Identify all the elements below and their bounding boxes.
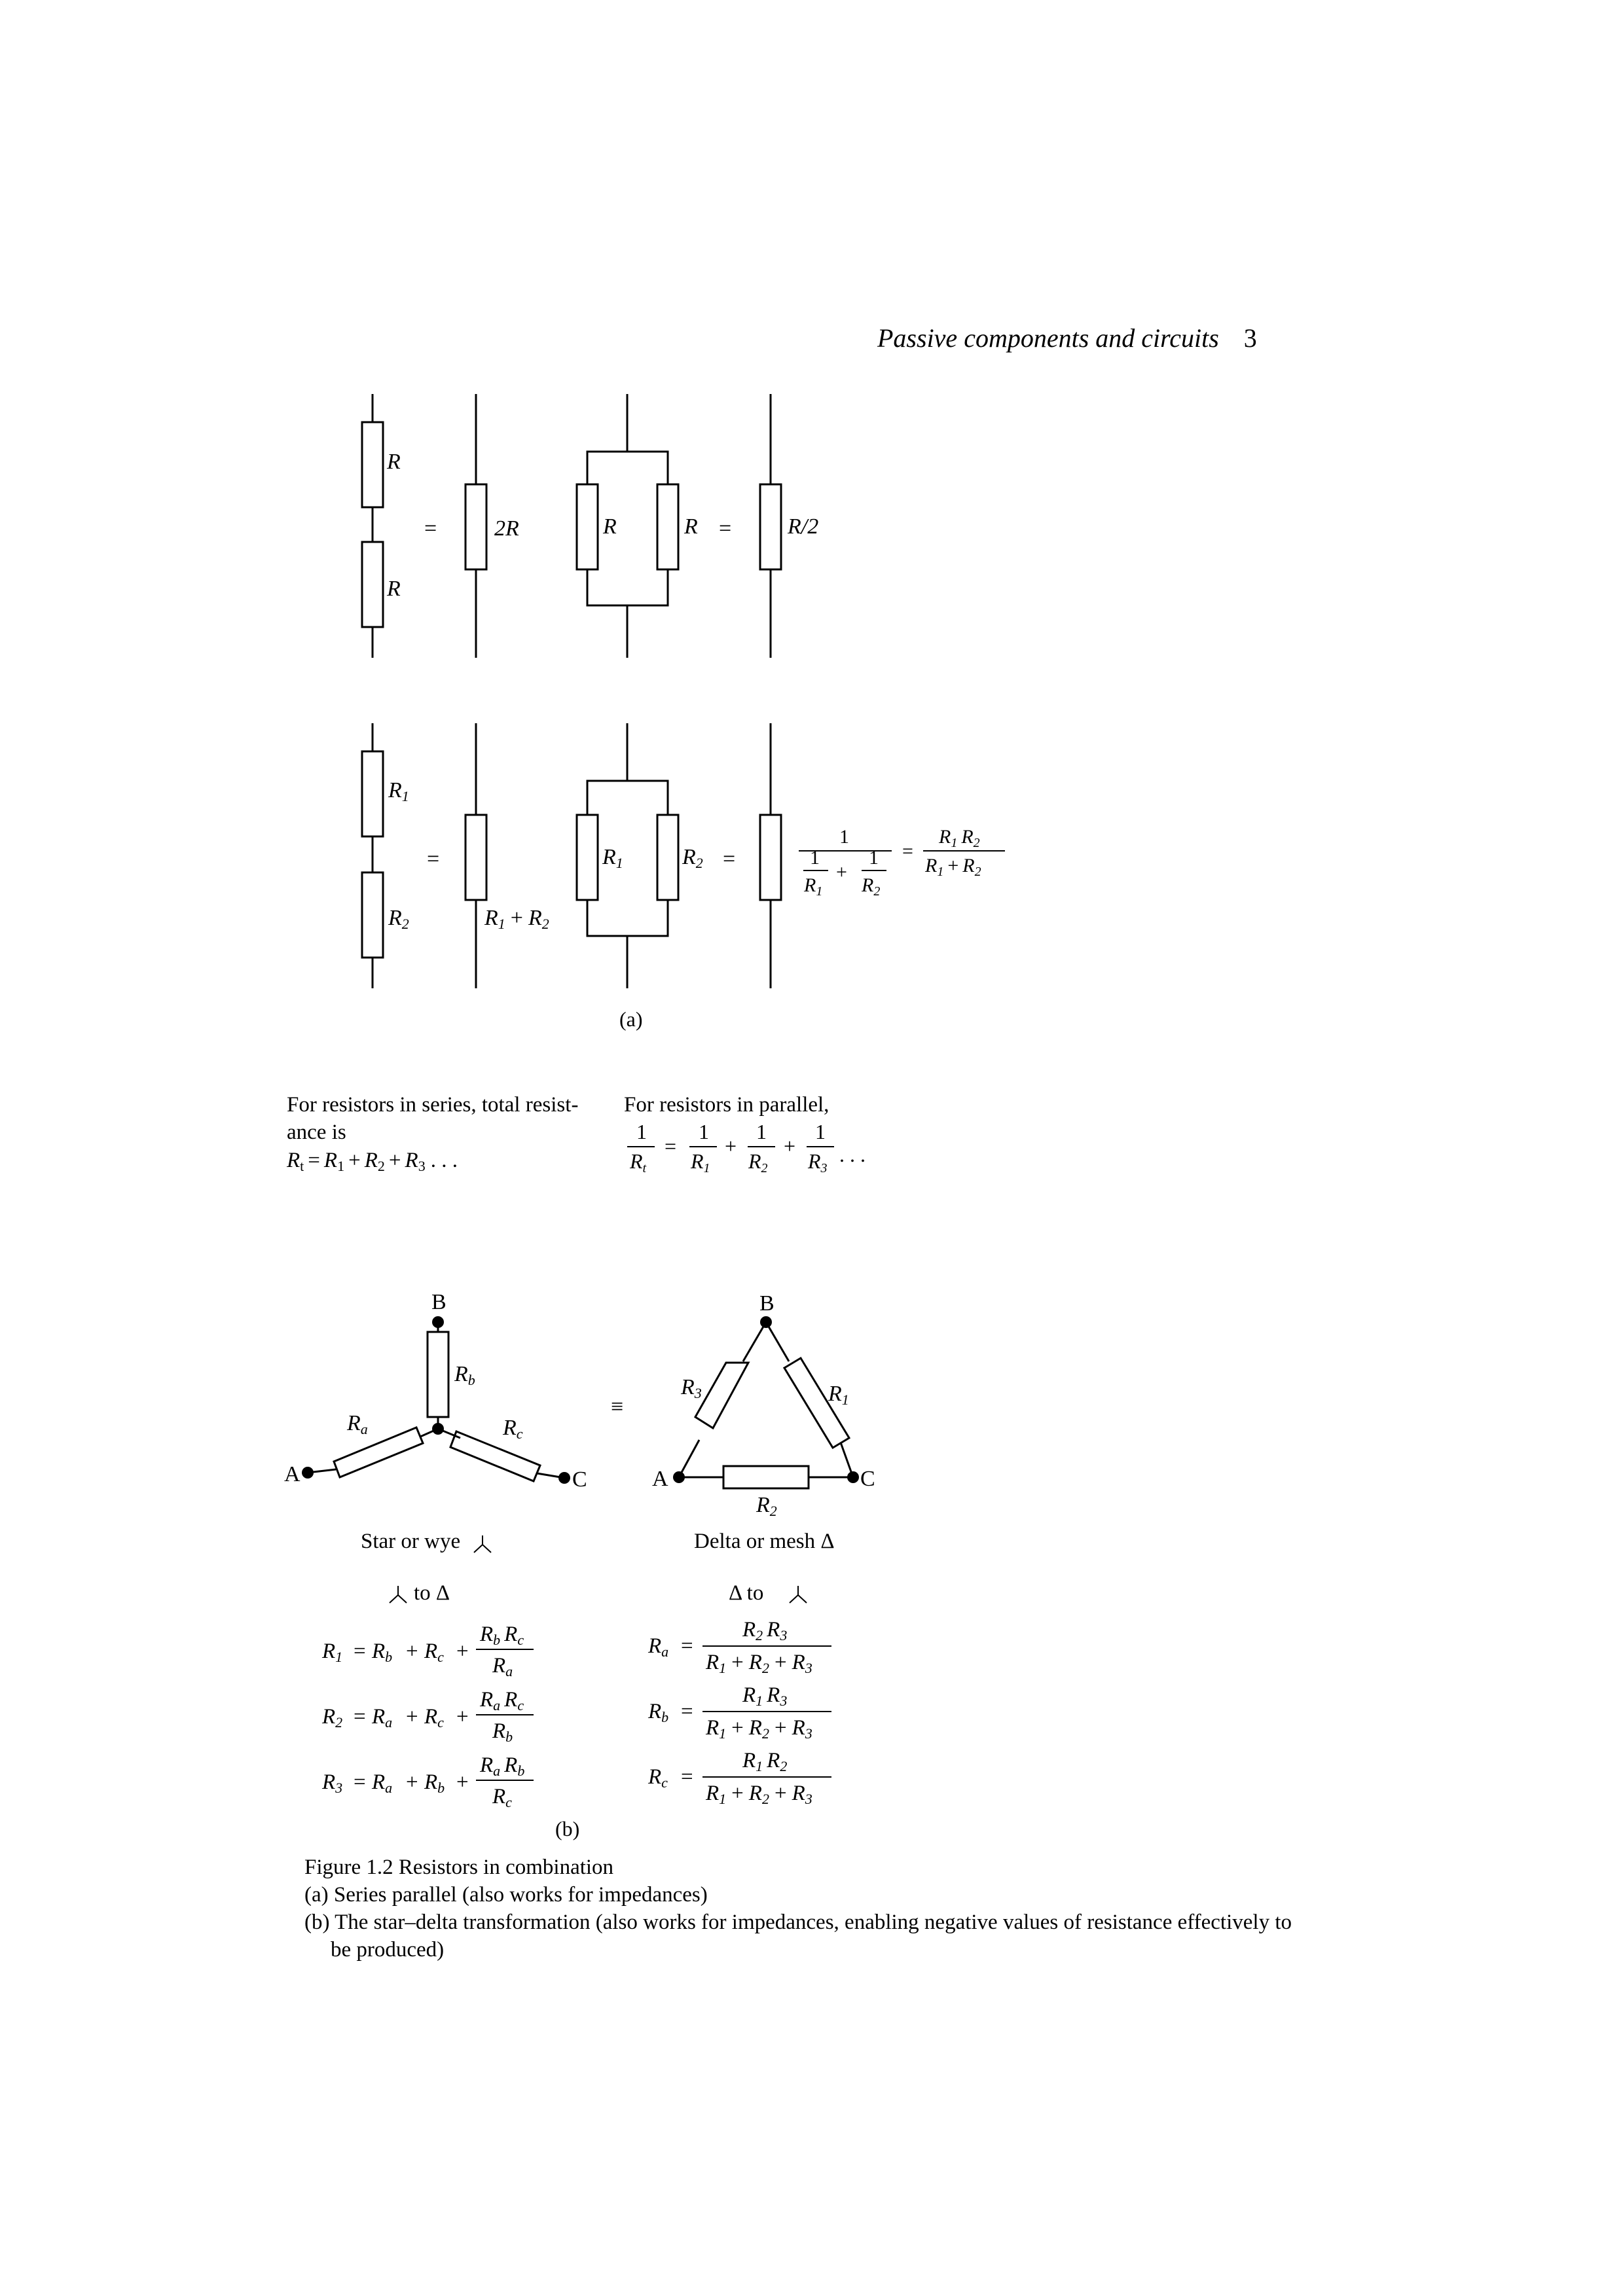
svg-text:R1: R1 xyxy=(322,1640,343,1665)
row1-labels xyxy=(386,450,818,601)
label-Rb: Rb xyxy=(454,1362,475,1388)
label-2R: 2R xyxy=(494,516,519,541)
svg-text:Rb: Rb xyxy=(372,1640,393,1665)
equivalence-symbol: ≡ xyxy=(611,1395,624,1419)
label-R3: R3 xyxy=(681,1375,702,1401)
svg-text:R1R2: R1 R2 xyxy=(742,1749,788,1774)
formula-Rc xyxy=(647,1749,831,1807)
svg-text:RaRb: Ra Rb xyxy=(480,1753,525,1779)
delta-to-star-formulas xyxy=(647,1618,831,1807)
svg-text:R1R3: R1 R3 xyxy=(742,1683,788,1709)
series-formula: Rt = R1 + R2 + R3 . . . xyxy=(287,1149,458,1174)
part-b-label: (b) xyxy=(555,1817,580,1840)
star-to-delta-formulas xyxy=(321,1623,534,1810)
label-R: R xyxy=(387,450,401,474)
frac-den-R1: R1 xyxy=(691,1149,710,1175)
label-R1: R1 xyxy=(828,1382,849,1408)
formula-R3 xyxy=(321,1753,534,1810)
svg-text:Rb: Rb xyxy=(648,1700,669,1725)
svg-text:R3: R3 xyxy=(322,1770,343,1796)
num-1: 1 xyxy=(810,847,820,869)
svg-text:Rc: Rc xyxy=(648,1765,668,1791)
svg-text:=: = xyxy=(681,1634,693,1658)
caption-a: (a) Series parallel (also works for impedances) xyxy=(304,1883,708,1907)
svg-text:Ra: Ra xyxy=(372,1770,393,1796)
svg-text:=: = xyxy=(354,1640,366,1663)
formula-Ra xyxy=(647,1618,831,1676)
equals: = xyxy=(719,516,732,541)
figure-caption xyxy=(304,1854,1292,1964)
delta-network xyxy=(652,1291,875,1519)
equals: = xyxy=(424,516,437,541)
svg-text:R1+R2+R3: R1 + R2 + R3 xyxy=(706,1651,812,1676)
svg-text:Ra: Ra xyxy=(648,1634,669,1660)
svg-text:R1+R2+R3: R1 + R2 + R3 xyxy=(706,1716,812,1742)
label-Ra: Ra xyxy=(347,1411,368,1437)
label-R2: R2 xyxy=(388,906,409,932)
label-Rc: Rc xyxy=(503,1416,523,1442)
dots: . . . xyxy=(839,1143,866,1166)
svg-text:Rb: Rb xyxy=(424,1770,445,1796)
delta-caption: Delta or mesh Δ xyxy=(694,1530,835,1553)
label-R2: R2 xyxy=(682,845,703,871)
num-R1R2: $R_1$ $R_2$ xyxy=(939,826,980,850)
label-R-half: R/2 xyxy=(788,514,819,539)
caption-b-line1: (b) The star–delta transformation (also works for impedances, enabling negative values of resistance effectively to xyxy=(304,1910,1292,1934)
series-line1: For resistors in series, total resist- xyxy=(287,1093,579,1117)
wye-icon xyxy=(390,1586,407,1603)
label-R1-plus-R2: R1 + R2 xyxy=(484,906,549,932)
formula-R1 xyxy=(321,1623,534,1679)
delta-to-star-heading: Δ to xyxy=(729,1581,764,1605)
series-text xyxy=(286,1093,578,1174)
svg-text:+: + xyxy=(456,1770,469,1794)
svg-text:=: = xyxy=(354,1770,366,1794)
svg-text:+: + xyxy=(456,1705,469,1729)
node-A: A xyxy=(284,1462,301,1486)
svg-text:R1+R2+R3: R1 + R2 + R3 xyxy=(706,1782,812,1807)
label-R1: R1 xyxy=(602,845,623,871)
label-R1: R1 xyxy=(388,778,409,804)
label-R2: R2 xyxy=(756,1493,777,1519)
svg-text:Rc: Rc xyxy=(424,1640,444,1665)
parallel-text xyxy=(624,1093,866,1175)
plus: + xyxy=(784,1134,796,1158)
parallel-line1: For resistors in parallel, xyxy=(624,1093,830,1117)
caption-title: Figure 1.2 Resistors in combination xyxy=(304,1856,614,1879)
page-number: 3 xyxy=(1243,323,1257,353)
svg-text:+: + xyxy=(406,1640,418,1663)
wye-icon xyxy=(790,1586,807,1603)
node-C: C xyxy=(572,1467,587,1492)
formula-Rb xyxy=(647,1683,831,1742)
running-title: Passive components and circuits xyxy=(877,323,1219,353)
equals: = xyxy=(723,847,736,871)
numerator-1: 1 xyxy=(839,826,849,848)
plus: + xyxy=(725,1134,737,1158)
star-to-delta-heading: to Δ xyxy=(414,1581,450,1605)
frac-num: 1 xyxy=(699,1120,709,1143)
svg-text:Rc: Rc xyxy=(424,1705,444,1731)
den-R1-plus-R2: $R_1 + R_2$ xyxy=(925,855,981,879)
network-captions xyxy=(361,1530,835,1605)
parallel-formula xyxy=(799,826,1005,899)
svg-text:Rc: Rc xyxy=(492,1785,512,1810)
equals: = xyxy=(427,847,440,871)
series-line2: ance is xyxy=(287,1121,346,1144)
node-A: A xyxy=(652,1467,668,1491)
svg-text:+: + xyxy=(406,1770,418,1794)
svg-text:Rb: Rb xyxy=(492,1719,513,1745)
svg-text:R2R3: R2 R3 xyxy=(742,1618,788,1643)
frac-den-Rt: Rt xyxy=(630,1149,647,1175)
equals: = xyxy=(902,840,913,862)
label-R: R xyxy=(603,514,617,539)
frac-den-R2: R2 xyxy=(748,1149,768,1175)
circuit-wires xyxy=(362,394,781,988)
node-B: B xyxy=(759,1291,775,1316)
node-B: B xyxy=(431,1290,447,1314)
svg-text:=: = xyxy=(354,1705,366,1729)
frac-den-R3: R3 xyxy=(808,1149,828,1175)
label-R: R xyxy=(387,577,401,601)
frac-num: 1 xyxy=(815,1120,826,1143)
num-1: 1 xyxy=(869,847,879,869)
svg-text:Ra: Ra xyxy=(372,1705,393,1731)
den-R1: $R_1$ xyxy=(804,874,823,899)
label-R: R xyxy=(684,514,698,539)
plus: + xyxy=(836,861,847,883)
formula-R2 xyxy=(321,1688,534,1745)
caption-b-line2: be produced) xyxy=(331,1938,445,1962)
svg-text:R2: R2 xyxy=(322,1705,343,1731)
wye-icon xyxy=(474,1535,491,1552)
svg-text:RbRc: Rb Rc xyxy=(480,1623,524,1648)
svg-text:+: + xyxy=(456,1640,469,1663)
equals: = xyxy=(665,1134,677,1158)
svg-text:Ra: Ra xyxy=(492,1654,513,1679)
den-R2: $R_2$ xyxy=(862,874,881,899)
svg-text:=: = xyxy=(681,1700,693,1723)
row2-labels xyxy=(388,778,735,932)
frac-num: 1 xyxy=(756,1120,767,1143)
part-a-label: (a) xyxy=(619,1007,643,1031)
star-network xyxy=(284,1290,587,1492)
star-caption: Star or wye xyxy=(361,1530,461,1553)
frac-num: 1 xyxy=(636,1120,647,1143)
svg-text:=: = xyxy=(681,1765,693,1789)
node-C: C xyxy=(860,1467,875,1491)
svg-text:RaRc: Ra Rc xyxy=(480,1688,524,1713)
svg-text:+: + xyxy=(406,1705,418,1729)
